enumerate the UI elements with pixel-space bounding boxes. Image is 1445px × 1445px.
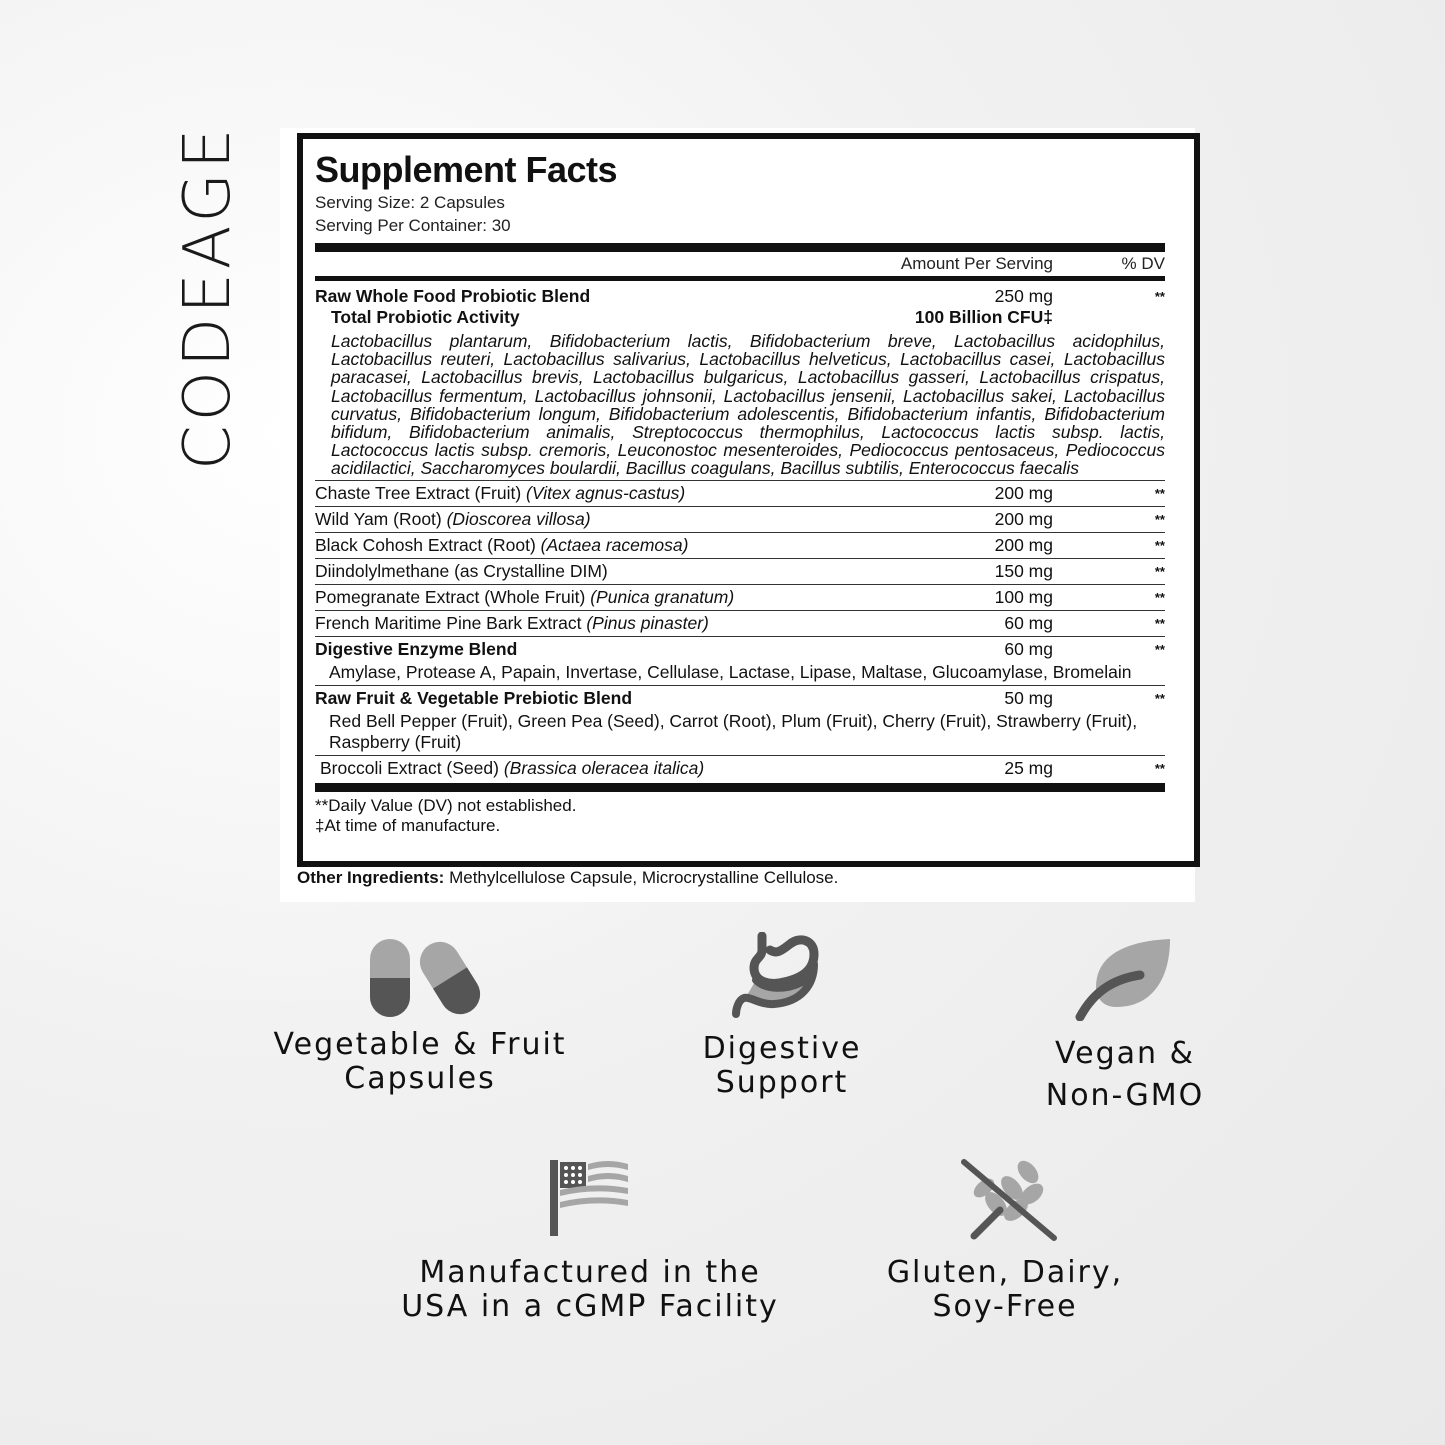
- ingredient-amount: 60 mg: [1004, 612, 1053, 633]
- facts-title: Supplement Facts: [315, 149, 618, 190]
- supplement-facts-table: [297, 133, 1200, 867]
- broccoli-row: [315, 756, 1165, 781]
- ingredient-amount: 200 mg: [994, 482, 1053, 503]
- ingredient-name: [315, 507, 893, 532]
- prebiotic-blend: [315, 686, 1165, 756]
- badge-capsules-line1: Vegetable & Fruit: [273, 1027, 567, 1062]
- probiotic-blend: [315, 281, 1165, 481]
- ingredient-dv: **: [1154, 615, 1165, 631]
- badge-vegan-line1: Vegan &: [1054, 1036, 1196, 1071]
- col-dv: % DV: [1121, 254, 1165, 273]
- ingredient-row: [315, 585, 1165, 611]
- servings-per-container: Serving Per Container: 30: [315, 216, 511, 235]
- badge-allergen: [860, 1256, 1150, 1324]
- ingredient-label: Diindolylmethane (as Crystalline DIM): [315, 560, 608, 581]
- ingredient-label: Black Cohosh Extract (Root): [315, 534, 541, 555]
- ingredient-name: [315, 585, 893, 610]
- badge-vegan: [985, 1033, 1265, 1117]
- column-header: [315, 252, 1165, 276]
- badge-capsules-line2: Capsules: [344, 1061, 496, 1096]
- ingredient-rows: [315, 481, 1165, 637]
- badge-allergen-line2: Soy-Free: [932, 1289, 1078, 1324]
- probiotic-dv: **: [1154, 289, 1165, 304]
- enzyme-dv: **: [1154, 641, 1165, 657]
- ingredient-dv: **: [1154, 511, 1165, 527]
- enzyme-list: Amylase, Protease A, Papain, Invertase, Cellulase, Lactase, Lipase, Maltase, Glucoamylase, Bromelain: [329, 661, 1132, 682]
- capsule-icon: [366, 935, 482, 1021]
- ingredient-name: [315, 533, 893, 558]
- divider-thick: [315, 243, 1165, 252]
- ingredient-row: [315, 559, 1165, 585]
- prebiotic-dv: **: [1154, 690, 1165, 706]
- enzyme-name: Digestive Enzyme Blend: [315, 638, 518, 659]
- badge-digestive: [632, 1032, 932, 1100]
- badge-usa-line2: USA in a cGMP Facility: [401, 1289, 779, 1324]
- broccoli-latin: (Brassica oleracea italica): [503, 757, 705, 778]
- prebiotic-list: Red Bell Pepper (Fruit), Green Pea (Seed), Carrot (Root), Plum (Fruit), Cherry (Fruit), Strawberry (Fruit), Raspberry (Fruit): [329, 710, 1138, 752]
- ingredient-latin: (Actaea racemosa): [540, 534, 689, 555]
- probiotic-name: Raw Whole Food Probiotic Blend: [315, 286, 591, 306]
- brand-logo: CODEAGE: [171, 124, 245, 470]
- ingredient-latin: (Punica granatum): [590, 586, 735, 607]
- broccoli-amount: 25 mg: [1004, 757, 1053, 778]
- serving-size: Serving Size: 2 Capsules: [315, 193, 505, 212]
- footnote-dv: **Daily Value (DV) not established.: [315, 795, 577, 815]
- ingredient-name: [315, 559, 893, 584]
- us-flag-icon: [548, 1158, 632, 1238]
- probiotic-strains: Lactobacillus plantarum, Bifidobacterium lactis, Bifidobacterium breve, Lactobacillus acidophilus, Lactobacillus reuteri, Lactobacillus salivarius, Lactobacillus helveticus, Lactobacillus casei, Lactobacillus paracasei, Lactobacillus brevis, Lactobacillus bulgaricus, Lactobacillus gasseri, Lactobacillus crispatus, Lactobacillus fermentum, Lactobacillus johnsonii, Lactobacillus jensenii, Lactobacillus sakei, Lactobacillus curvatus, Bifidobacterium longum, Bifidobacterium adolescentis, Bifidobacterium infantis, Bifidobacterium bifidum, Bifidobacterium animalis, Streptococcus thermophilus, Lactococcus lactis subsp. lactis, Lactococcus lactis subsp. cremoris, Leuconostoc mesenteroides, Pediococcus pentosaceus, Pediococcus acidilactici, Saccharomyces boulardii, Bacillus coagulans, Bacillus subtilis, Enterococcus faecalis: [331, 331, 1165, 479]
- badge-digestive-line2: Support: [715, 1065, 849, 1100]
- divider-bottom: [315, 783, 1165, 792]
- ingredient-dv: **: [1154, 589, 1165, 605]
- ingredient-label: French Maritime Pine Bark Extract: [315, 612, 587, 633]
- probiotic-amount: 250 mg: [994, 286, 1053, 306]
- probiotic-activity-label: Total Probiotic Activity: [331, 307, 520, 327]
- ingredient-row: [315, 533, 1165, 559]
- ingredient-name: [315, 611, 893, 636]
- ingredient-amount: 150 mg: [994, 560, 1053, 581]
- ingredient-label: Chaste Tree Extract (Fruit): [315, 482, 527, 503]
- ingredient-latin: (Dioscorea villosa): [446, 508, 591, 529]
- other-ingredients-text: Methylcellulose Capsule, Microcrystalline Cellulose.: [444, 868, 839, 887]
- broccoli-name: Broccoli Extract (Seed): [320, 757, 504, 778]
- badge-usa: [360, 1256, 820, 1324]
- ingredient-dv: **: [1154, 485, 1165, 501]
- prebiotic-name: Raw Fruit & Vegetable Prebiotic Blend: [315, 687, 633, 708]
- enzyme-amount: 60 mg: [1004, 638, 1053, 659]
- badge-vegan-line2: Non-GMO: [1045, 1078, 1205, 1113]
- ingredient-dv: **: [1154, 563, 1165, 579]
- other-ingredients: [297, 868, 838, 888]
- ingredient-latin: (Pinus pinaster): [586, 612, 709, 633]
- ingredient-row: [315, 611, 1165, 637]
- ingredient-name: [315, 481, 893, 506]
- probiotic-activity-value: 100 Billion CFU‡: [914, 307, 1053, 327]
- ingredient-dv: **: [1154, 537, 1165, 553]
- broccoli-dv: **: [1154, 760, 1165, 776]
- badge-allergen-line1: Gluten, Dairy,: [886, 1255, 1124, 1290]
- no-wheat-icon: [960, 1158, 1060, 1242]
- ingredient-label: Pomegranate Extract (Whole Fruit): [315, 586, 591, 607]
- ingredient-amount: 200 mg: [994, 534, 1053, 555]
- footnote-cfu: ‡At time of manufacture.: [315, 815, 501, 835]
- other-ingredients-label: Other Ingredients:: [297, 868, 445, 887]
- stomach-icon: [732, 932, 822, 1022]
- ingredient-row: [315, 507, 1165, 533]
- ingredient-amount: 200 mg: [994, 508, 1053, 529]
- col-amount: Amount Per Serving: [900, 254, 1053, 273]
- ingredient-amount: 100 mg: [994, 586, 1053, 607]
- enzyme-blend: [315, 637, 1165, 686]
- ingredient-row: [315, 481, 1165, 507]
- badge-digestive-line1: Digestive: [702, 1031, 862, 1066]
- ingredient-latin: (Vitex agnus-castus): [526, 482, 686, 503]
- ingredient-label: Wild Yam (Root): [315, 508, 447, 529]
- badge-usa-line1: Manufactured in the: [419, 1255, 761, 1290]
- badge-capsules: [245, 1028, 595, 1096]
- leaf-icon: [1074, 935, 1174, 1021]
- prebiotic-amount: 50 mg: [1004, 687, 1053, 708]
